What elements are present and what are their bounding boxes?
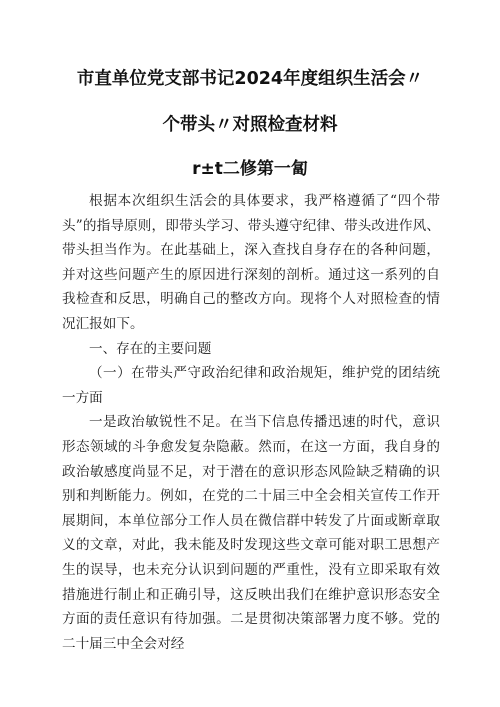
intro-paragraph: 根据本次组织生活会的具体要求，我严格遵循了“四个带头”的指导原则，即带头学习、带头遵守纪律、带头改进作风、带头担当作为。在此基础上，深入查找自身存在的各种问题，并对这些问题产生的原因进行深刻的剖析。通过这一系列的自我检查和反思，明确自己的整改方向。现将个人对照检查的情况汇报如下。 — [62, 193, 440, 332]
subsection-heading: （一）在带头严守政治纪律和政治规矩，维护党的团结统一方面 — [62, 365, 440, 406]
document-subtitle: r±t二修第一匐 — [192, 159, 308, 179]
document-title-line-2: 个带头〃对照检查材料 — [162, 115, 338, 135]
body-paragraph: 一是政治敏锐性不足。在当下信息传播迅速的时代，意识形态领域的斗争愈发复杂隐蔽。然而，在这一方面，我自身的政治敏感度尚显不足，对于潜在的意识形态风险缺乏精确的识别和判断能力。例如，在党的二十届三中全会相关宣传工作开展期间，本单位部分工作人员在微信群中转发了片面或断章取义的文章，对此，我未能及时发现这些文章可能对职工思想产生的误导，也未充分认识到问题的严重性，没有立即采取有效措施进行制止和正确引导，这反映出我们在维护意识形态安全方面的责任意识有待加强。二是贯彻决策部署力度不够。党的二十届三中全会对经 — [62, 414, 440, 652]
section-heading: 一、存在的主要问题 — [89, 340, 212, 357]
document-title-line-1: 市直单位党支部书记2024年度组织生活会〃 — [76, 69, 424, 89]
document-body — [62, 189, 440, 656]
